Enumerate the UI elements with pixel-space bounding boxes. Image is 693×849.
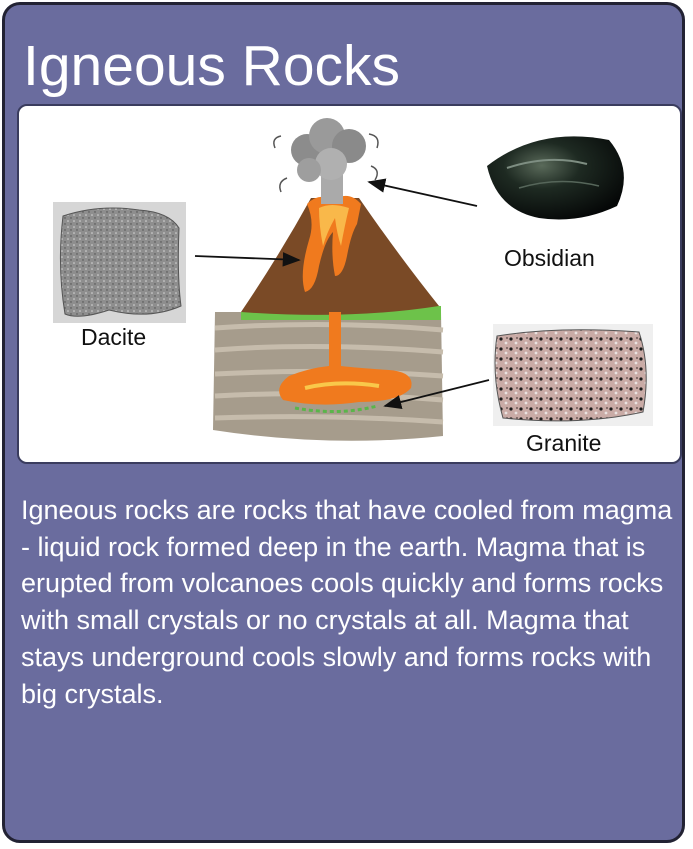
description-text: Igneous rocks are rocks that have cooled from magma - liquid rock formed deep in the earth. Magma that is erupted from volcanoes cools quickly and forms rocks with small crystals or no crystals at all. Magma that stays underground cools slowly and forms rocks with big crystals. [21, 495, 673, 709]
obsidian-rock-image [487, 136, 624, 219]
ash-cloud [274, 118, 378, 204]
obsidian-label: Obsidian [504, 245, 595, 271]
diagram-panel [17, 104, 682, 464]
volcano-diagram [19, 106, 682, 464]
page-title: Igneous Rocks [23, 34, 401, 98]
granite-label: Granite [526, 430, 602, 456]
obsidian-arrow [369, 182, 477, 206]
dacite-rock-image [53, 202, 186, 323]
granite-rock-image [493, 324, 653, 426]
dacite-label: Dacite [81, 324, 147, 350]
igneous-rocks-card [2, 2, 685, 843]
